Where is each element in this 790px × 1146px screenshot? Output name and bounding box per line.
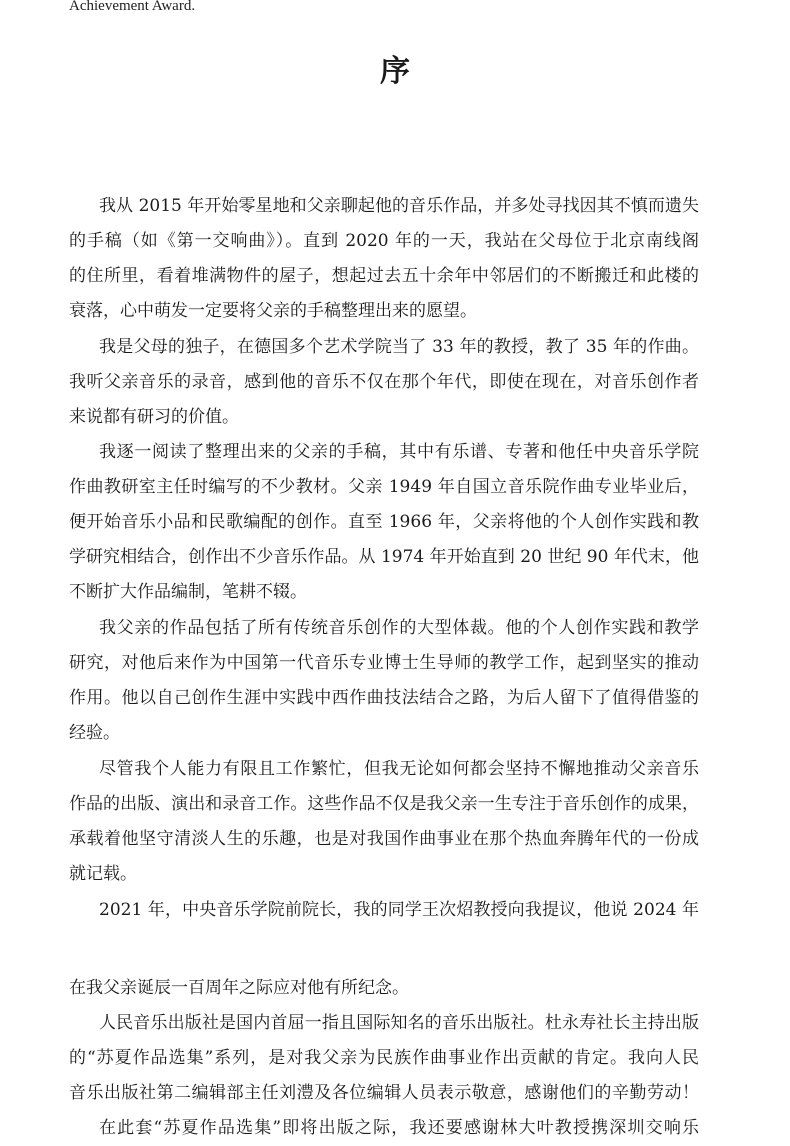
text-line: 学研究相结合，创作出不少音乐作品。从 1974 年开始直到 20 世纪 90 年代末，他 bbox=[69, 547, 699, 567]
text-line: 作品的出版、演出和录音工作。这些作品不仅是我父亲一生专注于音乐创作的成果， bbox=[69, 794, 699, 814]
text-line: 的住所里，看着堆满物件的屋子，想起过去五十余年中邻居们的不断搬迁和此楼的 bbox=[69, 266, 699, 286]
text-line: 在我父亲诞辰一百周年之际应对他有所纪念。 bbox=[69, 978, 409, 998]
text-line: 作用。他以自己创作生涯中实践中西作曲技法结合之路，为后人留下了值得借鉴的 bbox=[69, 688, 699, 708]
text-line: 人民音乐出版社是国内首屈一指且国际知名的音乐出版社。杜永寿社长主持出版 bbox=[99, 1013, 699, 1033]
text-line: 便开始音乐小品和民歌编配的创作。直至 1966 年，父亲将他的个人创作实践和教 bbox=[69, 512, 699, 532]
text-line: 在此套“苏夏作品选集”即将出版之际，我还要感谢林大叶教授携深圳交响乐 bbox=[99, 1118, 699, 1138]
text-line: 衰落，心中萌发一定要将父亲的手稿整理出来的愿望。 bbox=[69, 301, 477, 321]
header-fragment: Achievement Award. bbox=[69, 0, 196, 14]
text-line: 我听父亲音乐的录音，感到他的音乐不仅在那个年代，即使在现在，对音乐创作者 bbox=[69, 372, 699, 392]
text-line: 研究，对他后来作为中国第一代音乐专业博士生导师的教学工作，起到坚实的推动 bbox=[69, 653, 699, 673]
text-line: 承载着他坚守清淡人生的乐趣，也是对我国作曲事业在那个热血奔腾年代的一份成 bbox=[69, 829, 699, 849]
text-line: 经验。 bbox=[69, 723, 120, 743]
text-line: 2021 年，中央音乐学院前院长，我的同学王次炤教授向我提议，他说 2024 年 bbox=[99, 900, 699, 920]
text-line: 我父亲的作品包括了所有传统音乐创作的大型体裁。他的个人创作实践和教学 bbox=[99, 618, 699, 638]
text-line: 作曲教研室主任时编写的不少教材。父亲 1949 年自国立音乐院作曲专业毕业后， bbox=[69, 477, 699, 497]
text-line: 我逐一阅读了整理出来的父亲的手稿，其中有乐谱、专著和他任中央音乐学院 bbox=[99, 442, 699, 462]
text-line: 的手稿（如《第一交响曲》）。直到 2020 年的一天，我站在父母位于北京南线阁 bbox=[69, 231, 699, 251]
text-line: 的“苏夏作品选集”系列，是对我父亲为民族作曲事业作出贡献的肯定。我向人民 bbox=[69, 1048, 699, 1068]
text-line: 不断扩大作品编制，笔耕不辍。 bbox=[69, 582, 307, 602]
text-line: 我从 2015 年开始零星地和父亲聊起他的音乐作品，并多处寻找因其不慎而遗失 bbox=[99, 196, 699, 216]
text-line: 我是父母的独子，在德国多个艺术学院当了 33 年的教授，教了 35 年的作曲。 bbox=[99, 337, 699, 357]
page-title: 序 bbox=[380, 54, 410, 89]
text-line: 音乐出版社第二编辑部主任刘澧及各位编辑人员表示敬意，感谢他们的辛勤劳动！ bbox=[69, 1083, 699, 1103]
text-line: 来说都有研习的价值。 bbox=[69, 407, 239, 427]
text-line: 就记载。 bbox=[69, 864, 137, 884]
text-line: 尽管我个人能力有限且工作繁忙，但我无论如何都会坚持不懈地推动父亲音乐 bbox=[99, 759, 699, 779]
